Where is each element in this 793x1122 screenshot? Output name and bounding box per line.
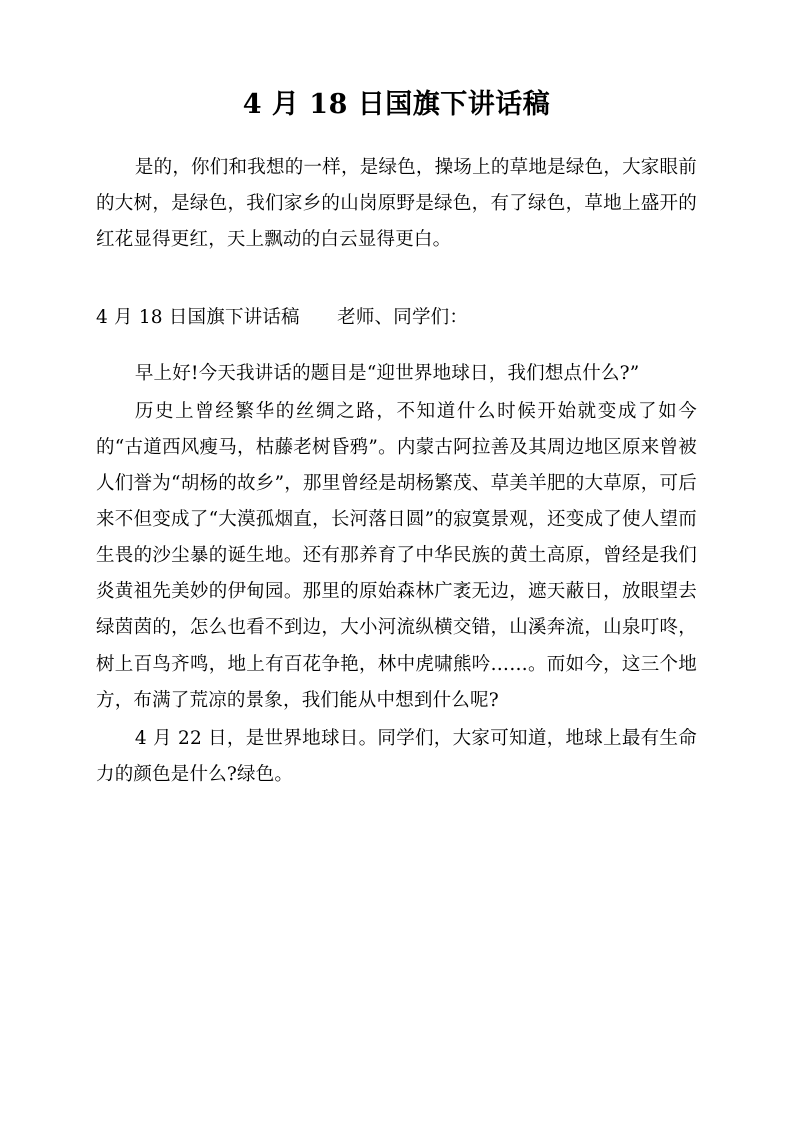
paragraph-1: 是的，你们和我想的一样，是绿色，操场上的草地是绿色，大家眼前的大树，是绿色，我们家乡的山岗原野是绿色，有了绿色，草地上盛开的红花显得更红，天上飘动的白云显得更白。 bbox=[96, 156, 697, 250]
paragraph-3: 早上好!今天我讲话的题目是“迎世界地球日，我们想点什么?” bbox=[134, 363, 640, 385]
paragraph-2: 4 月 18 日国旗下讲话稿 老师、同学们： bbox=[96, 306, 469, 328]
paragraph-4: 历史上曾经繁华的丝绸之路，不知道什么时候开始就变成了如今的“古道西风瘦马，枯藤老树昏鸦”。内蒙古阿拉善及其周边地区原来曾被人们誉为“胡杨的故乡”，那里曾经是胡杨繁茂、草美羊肥的大草原，可后来不但变成了“大漠孤烟直，长河落日圆”的寂寞景观，还变成了使人望而生畏的沙尘暴的诞生地。还有那养育了中华民族的黄土高原，曾经是我们炎黄祖先美妙的伊甸园。那里的原始森林广袤无边，遮天蔽日，放眼望去绿茵茵的，怎么也看不到边，大小河流纵横交错，山溪奔流，山泉叮咚，树上百鸟齐鸣，地上有百花争艳，林中虎啸熊吟……。而如今，这三个地方，布满了荒凉的景象，我们能从中想到什么呢? bbox=[96, 401, 697, 711]
paragraph-gap bbox=[96, 260, 697, 300]
page-title: 4 月 18 日国旗下讲话稿 bbox=[242, 89, 551, 120]
paragraph-5: 4 月 22 日，是世界地球日。同学们，大家可知道，地球上最有生命力的颜色是什么?绿色。 bbox=[96, 727, 697, 785]
paragraph-gap-small bbox=[96, 338, 697, 356]
